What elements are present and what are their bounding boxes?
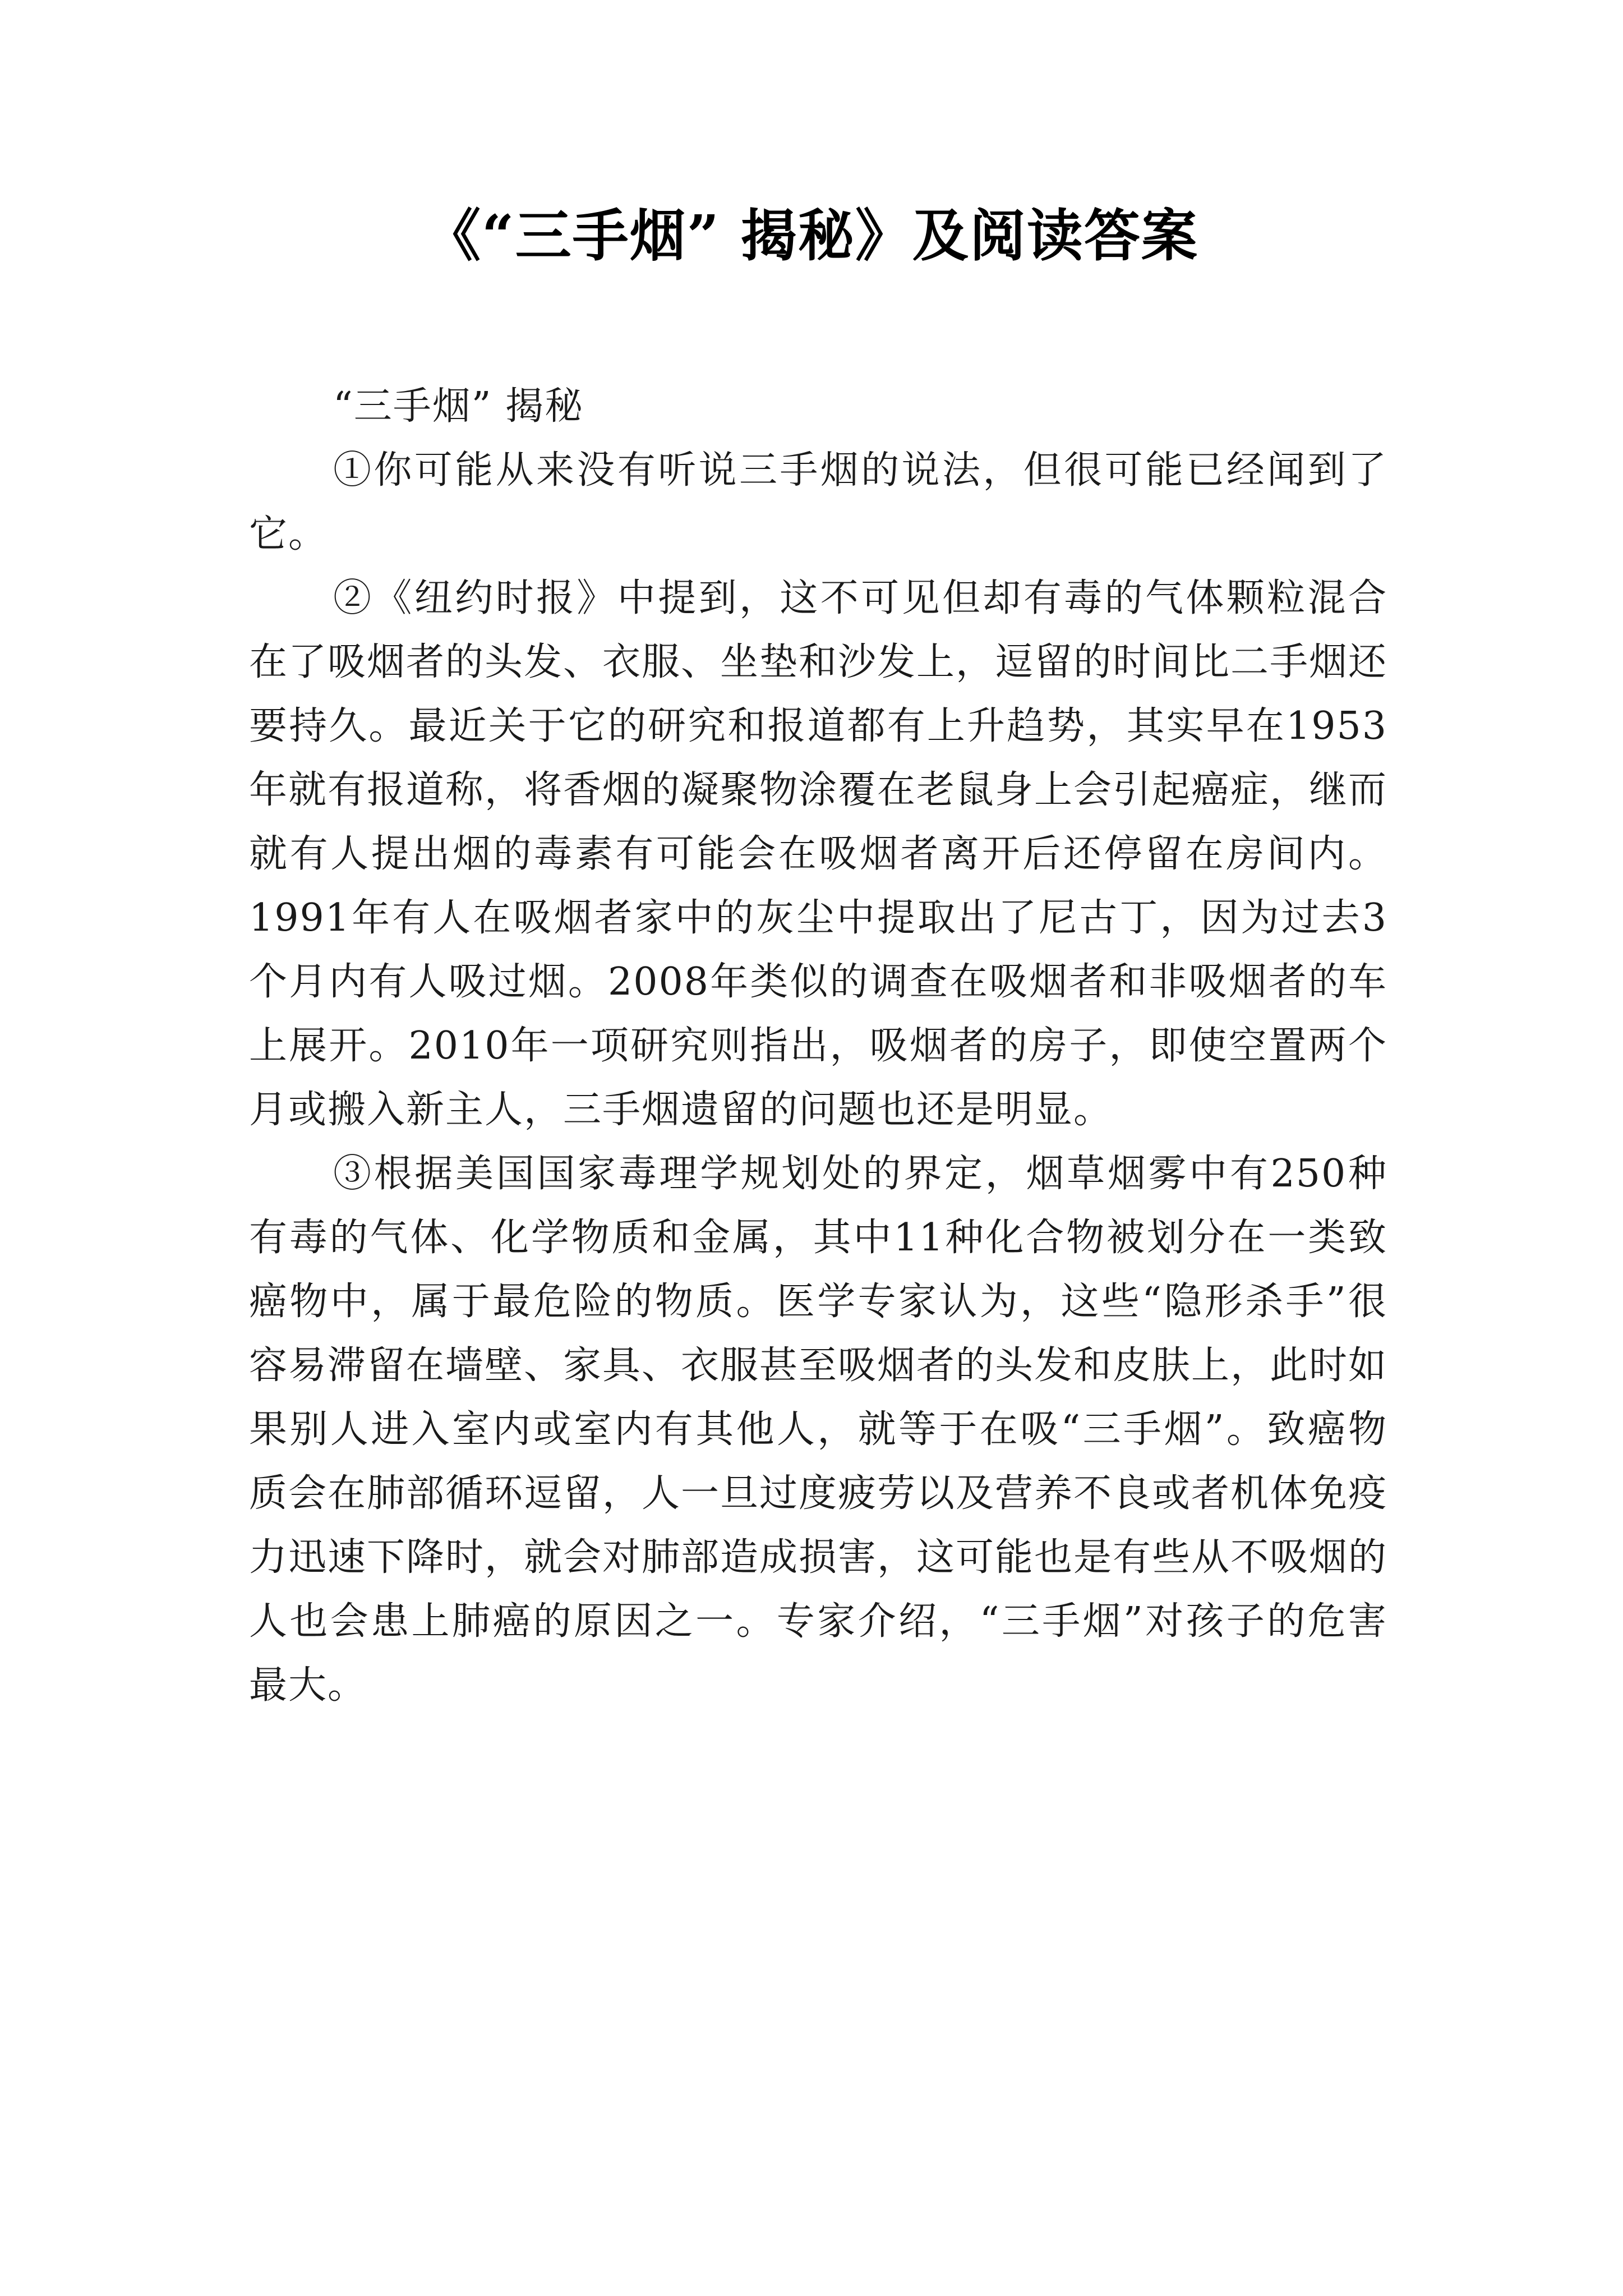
article-subtitle: “三手烟” 揭秘 bbox=[333, 384, 584, 429]
document-title: 《“三手烟” 揭秘》及阅读答案 bbox=[425, 203, 1198, 269]
paragraph-3: ③根据美国国家毒理学规划处的界定，烟草烟雾中有250种有毒的气体、化学物质和金属，其中11种化合物被划分在一类致癌物中，属于最危险的物质。医学专家认为，这些“隐形杀手”很容易滞留在墙壁、家具、衣服甚至吸烟者的头发和皮肤上，此时如果别人进入室内或室内有其他人，就等于在吸“三手烟”。致癌物质会在肺部循环逗留，人一旦过度疲劳以及营养不良或者机体免疫力迅速下降时，就会对肺部造成损害，这可能也是有些从不吸烟的人也会患上肺癌的原因之一。专家介绍，“三手烟”对孩子的危害最大。 bbox=[249, 1152, 1388, 1708]
paragraph-2: ②《纽约时报》中提到，这不可见但却有毒的气体颗粒混合在了吸烟者的头发、衣服、坐垫和沙发上，逗留的时间比二手烟还要持久。最近关于它的研究和报道都有上升趋势，其实早在1953年就有报道称，将香烟的凝聚物涂覆在老鼠身上会引起癌症，继而就有人提出烟的毒素有可能会在吸烟者离开后还停留在房间内。1991年有人在吸烟者家中的灰尘中提取出了尼古丁，因为过去3个月内有人吸过烟。2008年类似的调查在吸烟者和非吸烟者的车上展开。2010年一项研究则指出，吸烟者的房子，即使空置两个月或搬入新主人，三手烟遗留的问题也还是明显。 bbox=[249, 576, 1388, 1132]
document-body bbox=[249, 375, 1387, 1718]
paragraph-1: ①你可能从来没有听说三手烟的说法，但很可能已经闻到了它。 bbox=[249, 448, 1387, 556]
